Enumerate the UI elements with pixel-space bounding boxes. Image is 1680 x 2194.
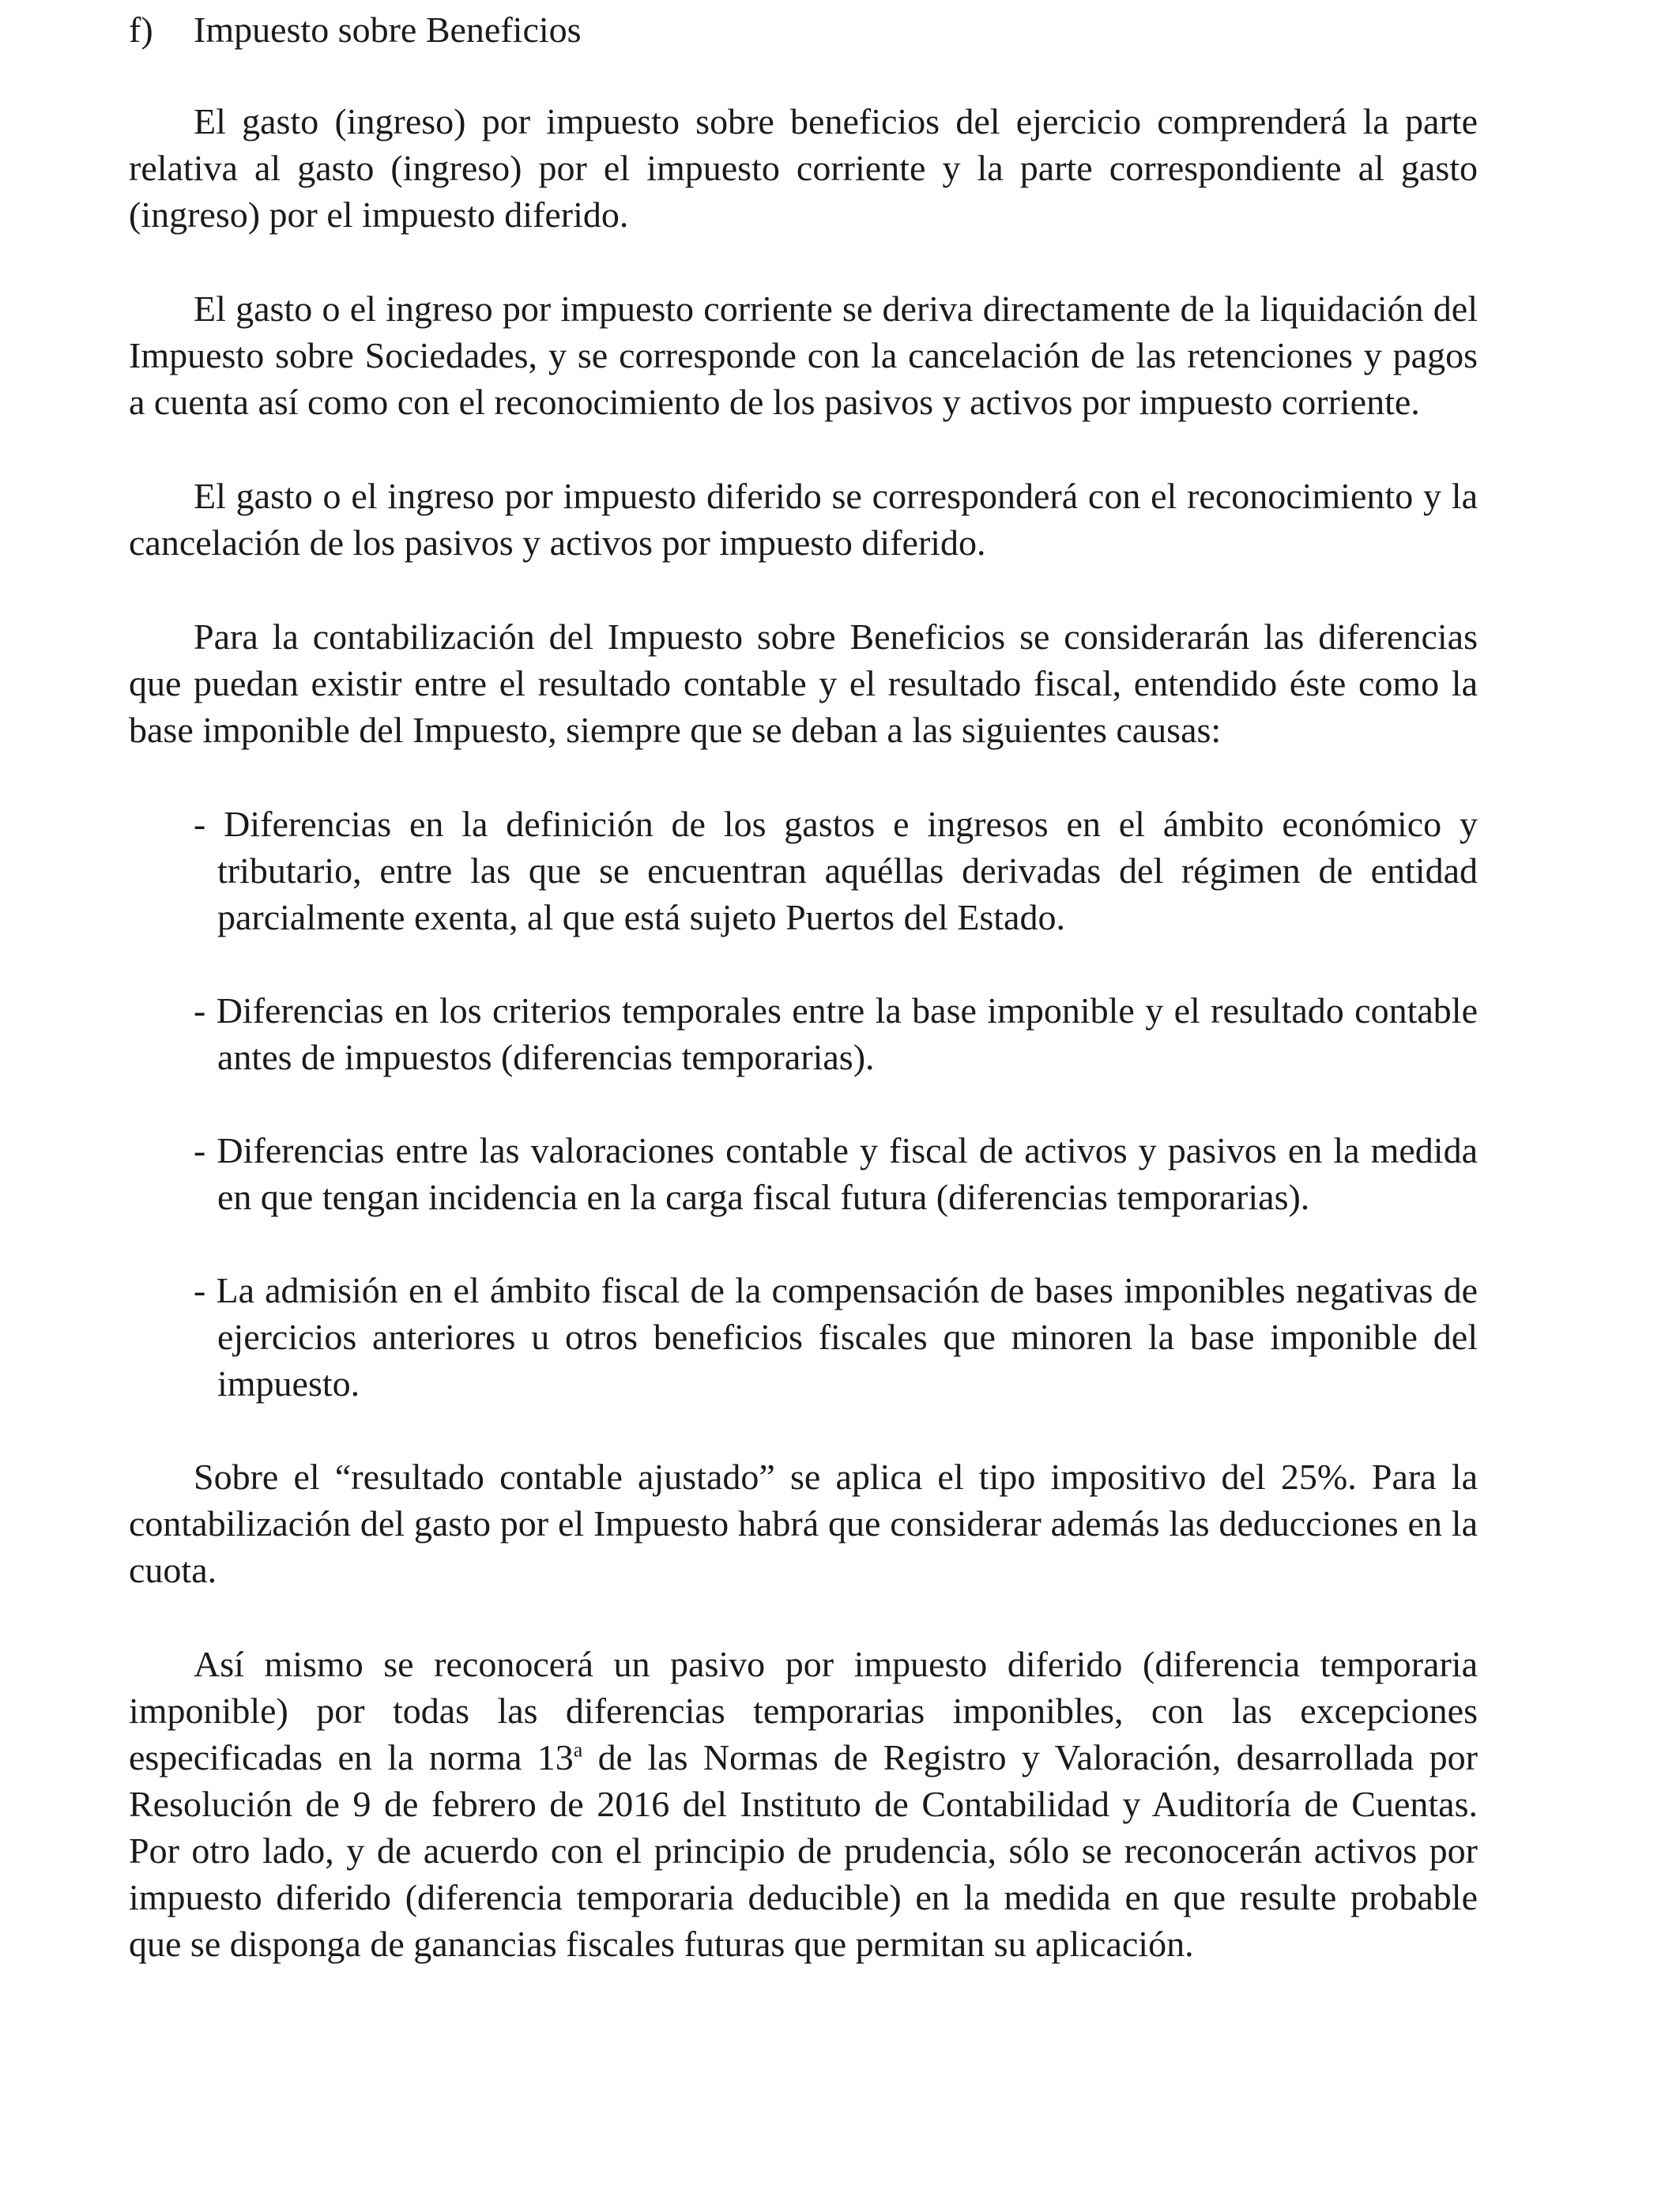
paragraph-deferred-tax: El gasto o el ingreso por impuesto diferido se corresponderá con el reconocimiento y la cancelación de los pasivos y activos por impuesto diferido.	[129, 476, 1478, 563]
paragraph-tax-expense-definition: El gasto (ingreso) por impuesto sobre beneficios del ejercicio comprenderá la parte relativa al gasto (ingreso) por el impuesto corriente y la parte correspondiente al gasto (ingreso) por el impuesto diferido.	[129, 101, 1478, 235]
list-item: - Diferencias en los criterios temporales entre la base imponible y el resultado contable antes de impuestos (diferencias temporarias).	[194, 990, 1478, 1077]
differences-list	[129, 801, 1478, 1407]
section-heading	[129, 6, 1478, 53]
paragraph-tax-rate: Sobre el “resultado contable ajustado” se aplica el tipo impositivo del 25%. Para la contabilización del gasto por el Impuesto habrá que considerar además las deducciones en la cuota.	[129, 1457, 1478, 1590]
section-title: Impuesto sobre Beneficios	[194, 9, 582, 50]
paragraph-deferred-liability	[129, 1641, 1478, 1967]
paragraph-current-tax: El gasto o el ingreso por impuesto corriente se deriva directamente de la liquidación del Impuesto sobre Sociedades, y se corresponde con la cancelación de las retenciones y pagos a cuenta así como con el reconocimiento de los pasivos y activos por impuesto corriente.	[129, 288, 1478, 422]
paragraph-text: de las Normas de Registro y Valoración, desarrollada por Resolución de 9 de febrero de 2016 del Instituto de Contabilidad y Auditoría de Cuentas. Por otro lado, y de acuerdo con el principio de prudencia, sólo se reconocerán activos por impuesto diferido (diferencia temporaria deducible) en la medida en que resulte probable que se disponga de ganancias fiscales futuras que permitan su aplicación.	[129, 1737, 1478, 1964]
list-item: - Diferencias entre las valoraciones contable y fiscal de activos y pasivos en la medida en que tengan incidencia en la carga fiscal futura (diferencias temporarias).	[194, 1130, 1478, 1217]
paragraph-differences-intro: Para la contabilización del Impuesto sobre Beneficios se considerarán las diferencias que puedan existir entre el resultado contable y el resultado fiscal, entendido éste como la base imponible del Impuesto, siempre que se deban a las siguientes causas:	[129, 616, 1478, 750]
ordinal-superscript: a	[573, 1738, 583, 1762]
section-number: f)	[129, 9, 153, 50]
list-item: - La admisión en el ámbito fiscal de la compensación de bases imponibles negativas de ejercicios anteriores u otros beneficios fiscales que minoren la base imponible del impuesto.	[194, 1270, 1478, 1404]
document-page	[129, 0, 1478, 1967]
list-item: - Diferencias en la definición de los gastos e ingresos en el ámbito económico y tributario, entre las que se encuentran aquéllas derivadas del régimen de entidad parcialmente exenta, al que está sujeto Puertos del Estado.	[194, 804, 1478, 937]
paragraph-text: Así mismo se reconocerá un pasivo por impuesto diferido (diferencia temporaria imponible) por todas las diferencias temporarias imponibles, con las excepciones especificadas en la norma 13	[129, 1644, 1478, 1777]
